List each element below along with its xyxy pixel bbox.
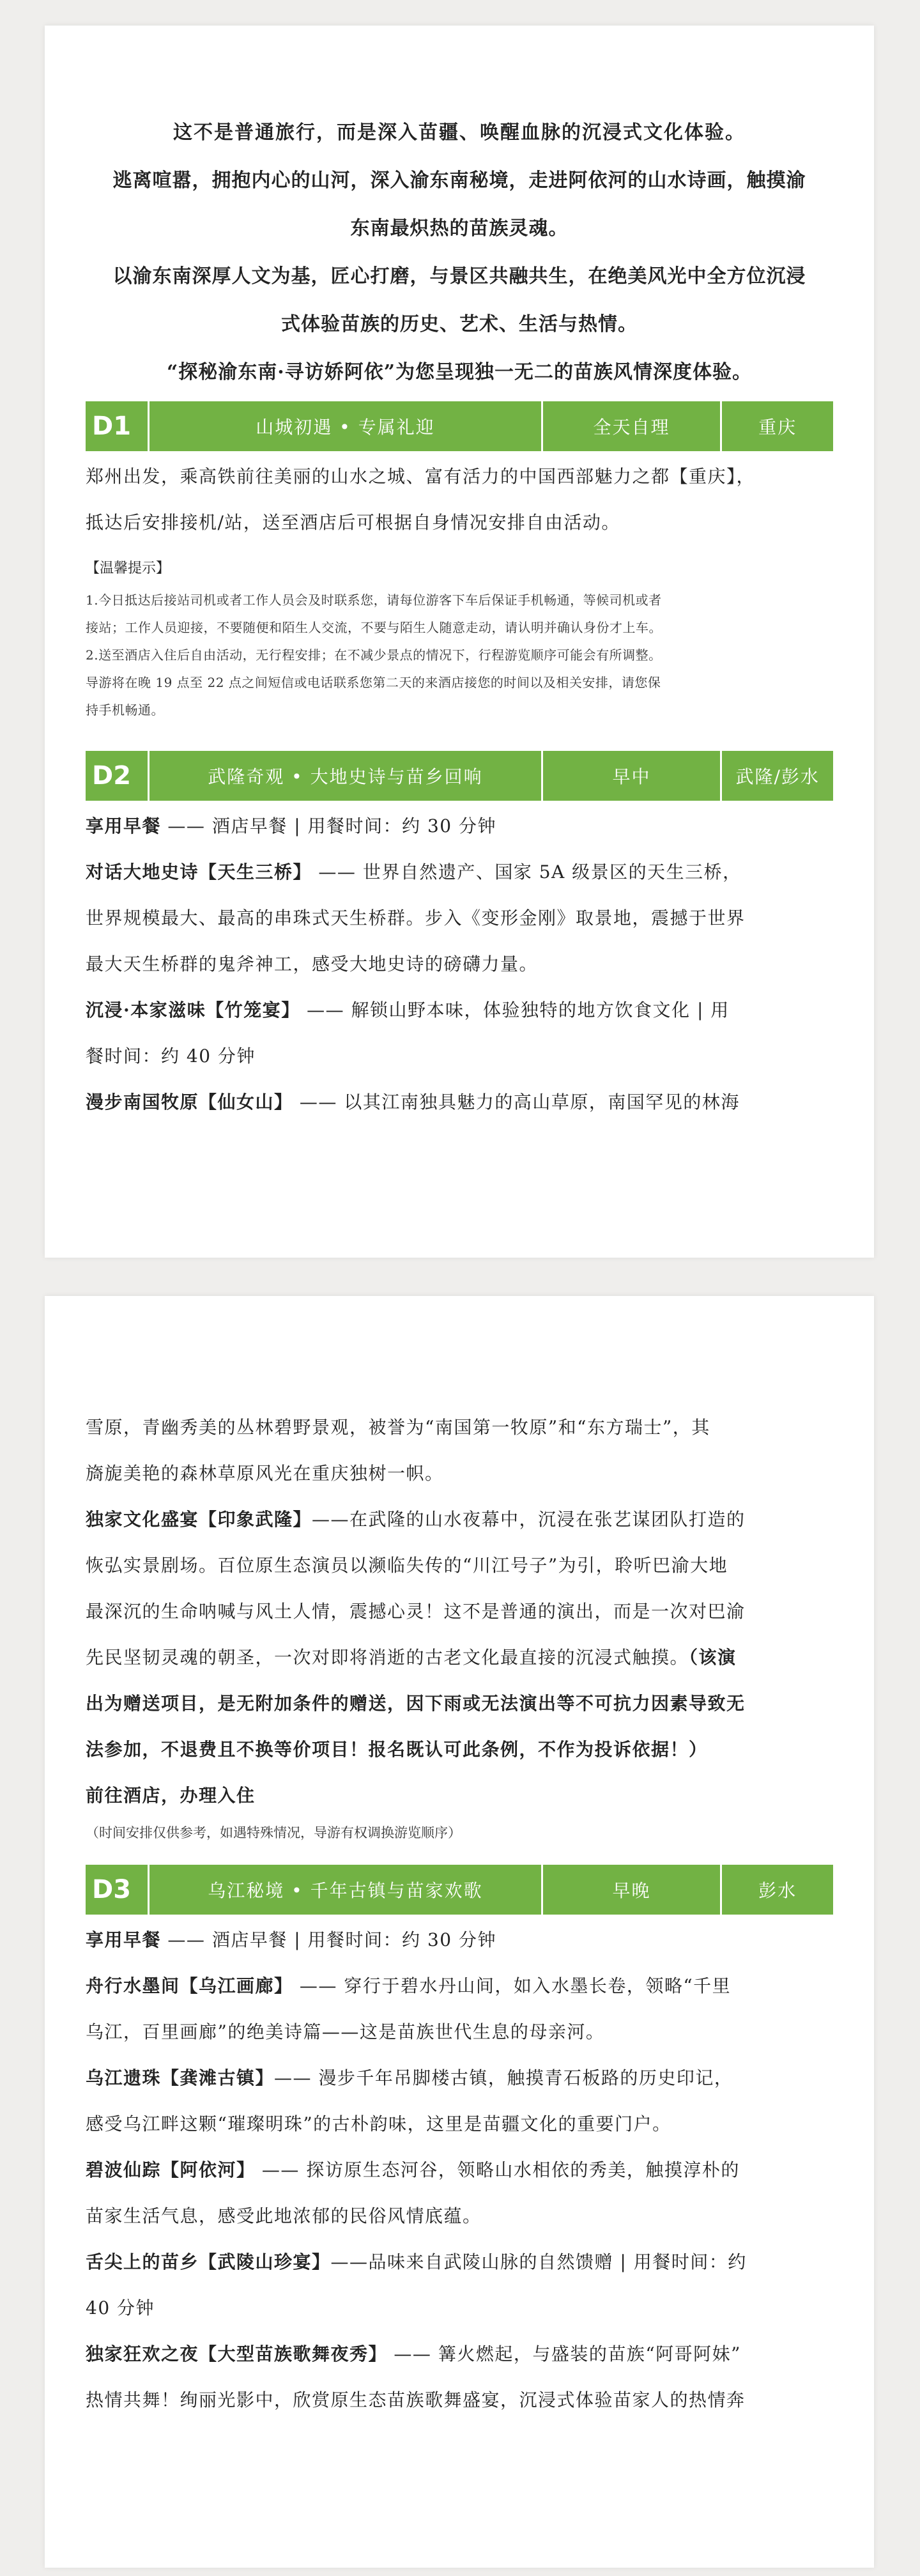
- page-card-2: [45, 1296, 874, 2568]
- intro-line: 东南最炽热的苗族灵魂。: [350, 217, 569, 240]
- item-text: 恢弘实景剧场。百位原生态演员以濒临失传的“川江号子”为引，聆听巴渝大地: [86, 1555, 728, 1576]
- intro-line: 以渝东南深厚人文为基，匠心打磨，与景区共融共生，在绝美风光中全方位沉浸: [112, 265, 806, 288]
- day-1-text: 郑州出发，乘高铁前往美丽的山水之城、富有活力的中国西部魅力之都【重庆】，: [86, 466, 756, 487]
- tip-line: 导游将在晚 19 点至 22 点之间短信或电话联系您第二天的来酒店接您的时间以及相关安排，请您保: [86, 675, 661, 690]
- item-text: 乌江，百里画廊”的绝美诗篇——这是苗族世代生息的母亲河。: [86, 2021, 605, 2042]
- intro-line: “探秘渝东南·寻访娇阿依”为您呈现独一无二的苗族风情深度体验。: [167, 361, 752, 383]
- item-text: —— 以其江南独具魅力的高山草原，南国罕见的林海: [293, 1091, 740, 1113]
- item-heading: 独家狂欢之夜【大型苗族歌舞夜秀】: [86, 2343, 388, 2364]
- item-text: —— 酒店早餐 | 用餐时间：约 30 分钟: [161, 1929, 496, 1950]
- item-text: 热情共舞！绚丽光影中，欣赏原生态苗族歌舞盛宴，沉浸式体验苗家人的热情奔: [86, 2389, 746, 2410]
- item-text: ——在武隆的山水夜幕中，沉浸在张艺谋团队打造的: [312, 1509, 746, 1530]
- item-text: —— 世界自然遗产、国家 5A 级景区的天生三桥，: [312, 861, 742, 883]
- item-text: 旖旎美艳的森林草原风光在重庆独树一帜。: [86, 1463, 444, 1484]
- itinerary-item: [86, 2239, 833, 2285]
- item-text: ——品味来自武陵山脉的自然馈赠 | 用餐时间：约: [330, 2251, 747, 2272]
- item-text: 世界规模最大、最高的串珠式天生桥群。步入《变形金刚》取景地，震撼于世界: [86, 907, 746, 929]
- item-heading: 舌尖上的苗乡【武陵山珍宴】: [86, 2251, 331, 2272]
- item-text: —— 篝火燃起，与盛装的苗族“阿哥阿妹”: [387, 2343, 741, 2364]
- card-2-content: [86, 1405, 833, 2423]
- itinerary-item: [86, 2331, 833, 2377]
- item-notice: （该演: [689, 1647, 737, 1668]
- day-number: D1: [92, 412, 132, 441]
- itinerary-item: [86, 803, 833, 849]
- intro-line: 式体验苗族的历史、艺术、生活与热情。: [281, 313, 638, 335]
- tip-line: 1.今日抵达后接站司机或者工作人员会及时联系您，请每位游客下车后保证手机畅通，等候司机或者: [86, 592, 662, 608]
- item-text: 最大天生桥群的鬼斧神工，感受大地史诗的磅礴力量。: [86, 953, 539, 975]
- item-heading: 舟行水墨间【乌江画廊】: [86, 1975, 293, 1996]
- day-2-header: [86, 751, 833, 801]
- day-title: 武隆奇观 • 大地史诗与苗乡回响: [148, 751, 540, 801]
- tip-line: 接站；工作人员迎接，不要随便和陌生人交流，不要与陌生人随意走动，请认明并确认身份才上车。: [86, 620, 662, 635]
- day-number: D2: [92, 761, 132, 791]
- item-heading: 前往酒店，办理入住: [86, 1785, 256, 1806]
- itinerary-item: [86, 2147, 833, 2193]
- tips-title: 【温馨提示】: [86, 560, 171, 576]
- item-notice-text: 法参加，不退费且不换等价项目！报名既认可此条例，不作为投诉依据！）: [86, 1739, 708, 1760]
- schedule-note: （时间安排仅供参考，如遇特殊情况，导游有权调换游览顺序）: [86, 1825, 461, 1840]
- item-heading: 乌江遗珠【龚滩古镇】: [86, 2067, 275, 2088]
- item-text: 最深沉的生命呐喊与风土人情，震撼心灵！这不是普通的演出，而是一次对巴渝: [86, 1601, 746, 1622]
- item-text: —— 穿行于碧水丹山间，如入水墨长卷，领略“千里: [293, 1975, 732, 1996]
- item-notice-text: 出为赠送项目，是无附加条件的赠送，因下雨或无法演出等不可抗力因素导致无: [86, 1693, 746, 1714]
- itinerary-item: [86, 1497, 833, 1543]
- item-notice: [86, 1681, 833, 1727]
- card-1-content: [86, 109, 833, 1125]
- day-1-text: 抵达后安排接机/站，送至酒店后可根据自身情况安排自由活动。: [86, 512, 620, 533]
- itinerary-item: [86, 2055, 833, 2101]
- item-heading: 沉浸·本家滋味【竹笼宴】: [86, 999, 300, 1021]
- itinerary-item: [86, 1079, 833, 1125]
- item-text: 餐时间：约 40 分钟: [86, 1045, 256, 1067]
- item-text: 感受乌江畔这颗“璀璨明珠”的古朴韵味，这里是苗疆文化的重要门户。: [86, 2113, 671, 2134]
- day-location: 武隆/彭水: [720, 751, 833, 801]
- item-notice: [86, 1727, 833, 1773]
- day-title: 乌江秘境 • 千年古镇与苗家欢歌: [148, 1865, 540, 1915]
- day-meals: 早晚: [541, 1865, 721, 1915]
- item-heading: 碧波仙踪【阿依河】: [86, 2159, 256, 2180]
- tip-line: 持手机畅通。: [86, 702, 164, 718]
- day-3-header: [86, 1865, 833, 1915]
- itinerary-item: [86, 987, 833, 1033]
- itinerary-item: [86, 1773, 833, 1819]
- item-text: —— 酒店早餐 | 用餐时间：约 30 分钟: [161, 815, 496, 837]
- intro-section: [86, 109, 833, 396]
- card-fade: [45, 1232, 874, 1258]
- item-text: —— 漫步千年吊脚楼古镇，触摸青石板路的历史印记，: [274, 2067, 733, 2088]
- itinerary-item: [86, 1635, 833, 1681]
- tip-line: 2.送至酒店入住后自由活动，无行程安排；在不减少景点的情况下，行程游览顺序可能会有所调整。: [86, 647, 662, 663]
- item-text: —— 解锁山野本味，体验独特的地方饮食文化 | 用: [300, 999, 730, 1021]
- day-location: 彭水: [720, 1865, 833, 1915]
- itinerary-item: [86, 1963, 833, 2009]
- item-text: 先民坚韧灵魂的朝圣，一次对即将消逝的古老文化最直接的沉浸式触摸。: [86, 1647, 689, 1668]
- item-text: 苗家生活气息，感受此地浓郁的民俗风情底蕴。: [86, 2205, 482, 2226]
- day-location: 重庆: [720, 401, 833, 451]
- day-1-header: [86, 401, 833, 451]
- item-heading: 享用早餐: [86, 1929, 162, 1950]
- item-heading: 享用早餐: [86, 815, 162, 837]
- item-heading: 漫步南国牧原【仙女山】: [86, 1091, 293, 1113]
- day-meals: 早中: [541, 751, 721, 801]
- itinerary-item: [86, 1917, 833, 1963]
- item-heading: 独家文化盛宴【印象武隆】: [86, 1509, 312, 1530]
- day-meals: 全天自理: [541, 401, 721, 451]
- page-card-1: [45, 26, 874, 1258]
- day-title: 山城初遇 • 专属礼迎: [148, 401, 540, 451]
- item-text: —— 探访原生态河谷，领略山水相依的秀美，触摸淳朴的: [255, 2159, 740, 2180]
- item-heading: 对话大地史诗【天生三桥】: [86, 861, 312, 883]
- day-number: D3: [92, 1875, 132, 1904]
- intro-line: 逃离喧嚣，拥抱内心的山河，深入渝东南秘境，走进阿依河的山水诗画，触摸渝: [112, 169, 806, 192]
- itinerary-item: [86, 849, 833, 895]
- item-text: 40 分钟: [86, 2297, 155, 2318]
- intro-line: 这不是普通旅行，而是深入苗疆、唤醒血脉的沉浸式文化体验。: [173, 121, 746, 144]
- item-text: 雪原，青幽秀美的丛林碧野景观，被誉为“南国第一牧原”和“东方瑞士”，其: [86, 1417, 710, 1438]
